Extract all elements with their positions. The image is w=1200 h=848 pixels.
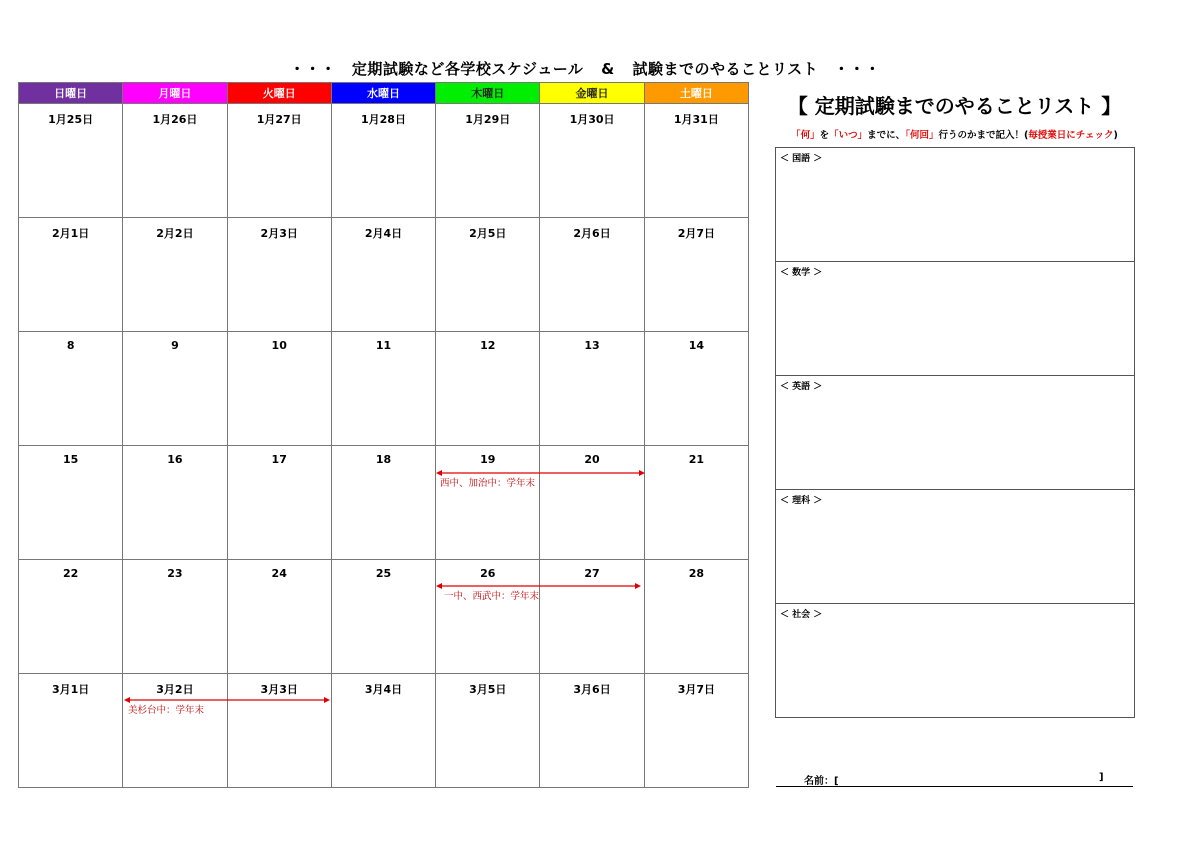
day-number: 2月7日 [677,227,715,240]
subject-label: ＜ 社会 ＞ [780,610,823,620]
weekday-monday: 月曜日 [123,83,227,104]
calendar-week-row [19,446,749,560]
day-number: 3月6日 [573,683,611,696]
calendar-week-row [19,674,749,788]
day-number: 1月25日 [48,113,94,126]
day-number: 9 [171,339,179,352]
calendar-day-cell[interactable] [436,560,540,674]
day-number: 12 [480,339,496,352]
calendar-day-cell[interactable] [644,674,748,788]
exam-period-label: 一中、西武中：学年末 [444,591,540,602]
weekday-saturday: 土曜日 [644,83,748,104]
calendar-day-cell[interactable] [19,332,123,446]
exam-period-label: 西中、加治中：学年末 [440,478,536,489]
calendar-day-cell[interactable] [331,332,435,446]
day-number: 3月7日 [677,683,715,696]
day-number: 3月5日 [469,683,507,696]
calendar-day-cell[interactable] [540,446,644,560]
schedule-calendar [18,82,749,788]
title-ampersand: & [601,60,615,78]
day-number: 2月1日 [51,227,90,240]
calendar-day-cell[interactable] [540,674,644,788]
weekday-thursday: 木曜日 [436,83,540,104]
day-number: 11 [375,339,392,352]
calendar-day-cell[interactable] [331,674,435,788]
instruction-part: 「何回」 [905,130,939,141]
weekday-tuesday: 火曜日 [227,83,331,104]
day-number: 2月3日 [260,227,298,240]
subject-label: ＜ 数学 ＞ [780,268,823,278]
calendar-day-cell[interactable] [19,560,123,674]
day-number: 3月1日 [51,683,90,696]
calendar-day-cell[interactable] [227,104,331,218]
calendar-day-cell[interactable] [644,332,748,446]
calendar-day-cell[interactable] [331,446,435,560]
day-number: 22 [62,567,79,580]
day-number: 19 [480,453,496,466]
todo-title: 試験までのやることリスト [632,60,819,78]
calendar-day-cell[interactable] [331,218,435,332]
calendar-week-row [19,218,749,332]
title-dots-right: ・・・ [833,60,881,78]
weekday-header-row [19,83,749,104]
day-number: 26 [480,567,496,580]
calendar-day-cell[interactable] [227,332,331,446]
calendar-day-cell[interactable] [436,332,540,446]
day-number: 1月26日 [152,113,198,126]
calendar-day-cell[interactable] [644,560,748,674]
calendar-day-cell[interactable] [227,218,331,332]
day-number: 13 [584,339,600,352]
calendar-day-cell[interactable] [19,104,123,218]
calendar-day-cell[interactable] [123,218,227,332]
day-number: 18 [375,453,392,466]
calendar-grid [18,82,749,788]
calendar-day-cell[interactable] [19,674,123,788]
calendar-day-cell[interactable] [540,218,644,332]
day-number: 2月6日 [573,227,611,240]
calendar-day-cell[interactable] [540,332,644,446]
day-number: 8 [66,339,75,352]
day-number: 1月28日 [361,113,406,126]
subject-box-science[interactable] [776,489,1134,603]
calendar-day-cell[interactable] [540,104,644,218]
day-number: 1月30日 [569,113,615,126]
subject-box-social[interactable] [776,603,1134,717]
day-number: 3月4日 [364,683,403,696]
day-number: 28 [688,567,704,580]
page-title [0,58,1170,79]
subject-box-japanese[interactable] [776,148,1134,261]
day-number: 25 [375,567,392,580]
instruction-part: ) [1113,130,1118,141]
subject-label: ＜ 理科 ＞ [780,496,823,506]
calendar-title: 定期試験など各学校スケジュール [351,60,584,78]
weekday-friday: 金曜日 [540,83,644,104]
calendar-day-cell[interactable] [227,674,331,788]
title-dots-left: ・・・ [289,60,337,78]
calendar-day-cell[interactable] [331,560,435,674]
instruction-part: を [819,130,830,141]
name-bracket-close: ] [1099,772,1104,783]
calendar-day-cell[interactable] [19,218,123,332]
calendar-day-cell[interactable] [644,218,748,332]
calendar-day-cell[interactable] [123,104,227,218]
calendar-day-cell[interactable] [227,560,331,674]
instruction-part: 行うのかまで記入！( [938,130,1029,141]
weekday-wednesday: 水曜日 [331,83,435,104]
calendar-day-cell[interactable] [123,674,227,788]
day-number: 15 [62,453,79,466]
day-number: 20 [584,453,600,466]
instruction-part: 毎授業日にチェック [1028,130,1114,141]
calendar-day-cell[interactable] [436,446,540,560]
day-number: 16 [167,453,183,466]
calendar-day-cell[interactable] [19,446,123,560]
subject-box-math[interactable] [776,261,1134,375]
name-label: 名前：[ [804,776,839,787]
calendar-day-cell[interactable] [227,446,331,560]
subject-label: ＜ 国語 ＞ [780,154,823,164]
weekday-sunday: 日曜日 [19,83,123,104]
day-number: 10 [271,339,287,352]
calendar-week-row [19,332,749,446]
day-number: 2月2日 [156,227,194,240]
instruction-part: 「いつ」 [829,130,868,141]
day-number: 21 [688,453,704,466]
instruction-part: までに、 [867,130,906,141]
calendar-day-cell[interactable] [644,446,748,560]
day-number: 1月29日 [465,113,511,126]
calendar-day-cell[interactable] [436,218,540,332]
day-number: 3月2日 [156,683,194,696]
day-number: 2月4日 [364,227,403,240]
calendar-day-cell[interactable] [331,104,435,218]
instruction-part: 「何」 [791,130,820,141]
day-number: 3月3日 [260,683,298,696]
todo-instruction [776,127,1133,141]
day-number: 1月31日 [673,113,719,126]
calendar-day-cell[interactable] [436,674,540,788]
day-number: 1月27日 [256,113,302,126]
exam-period-label: 美杉台中：学年末 [128,705,205,716]
subject-label: ＜ 英語 ＞ [780,382,823,392]
calendar-day-cell[interactable] [123,560,227,674]
day-number: 27 [584,567,600,580]
day-number: 2月5日 [469,227,507,240]
calendar-day-cell[interactable] [123,332,227,446]
calendar-week-row [19,104,749,218]
subject-todo-list [775,147,1135,718]
todo-heading: 【 定期試験までのやることリスト 】 [787,94,1122,118]
day-number: 23 [167,567,183,580]
day-number: 24 [271,567,287,580]
name-field[interactable] [776,772,1133,787]
calendar-day-cell[interactable] [644,104,748,218]
subject-box-english[interactable] [776,375,1134,489]
day-number: 14 [688,339,704,352]
calendar-day-cell[interactable] [540,560,644,674]
calendar-day-cell[interactable] [436,104,540,218]
calendar-week-row [19,560,749,674]
calendar-day-cell[interactable] [123,446,227,560]
day-number: 17 [271,453,287,466]
